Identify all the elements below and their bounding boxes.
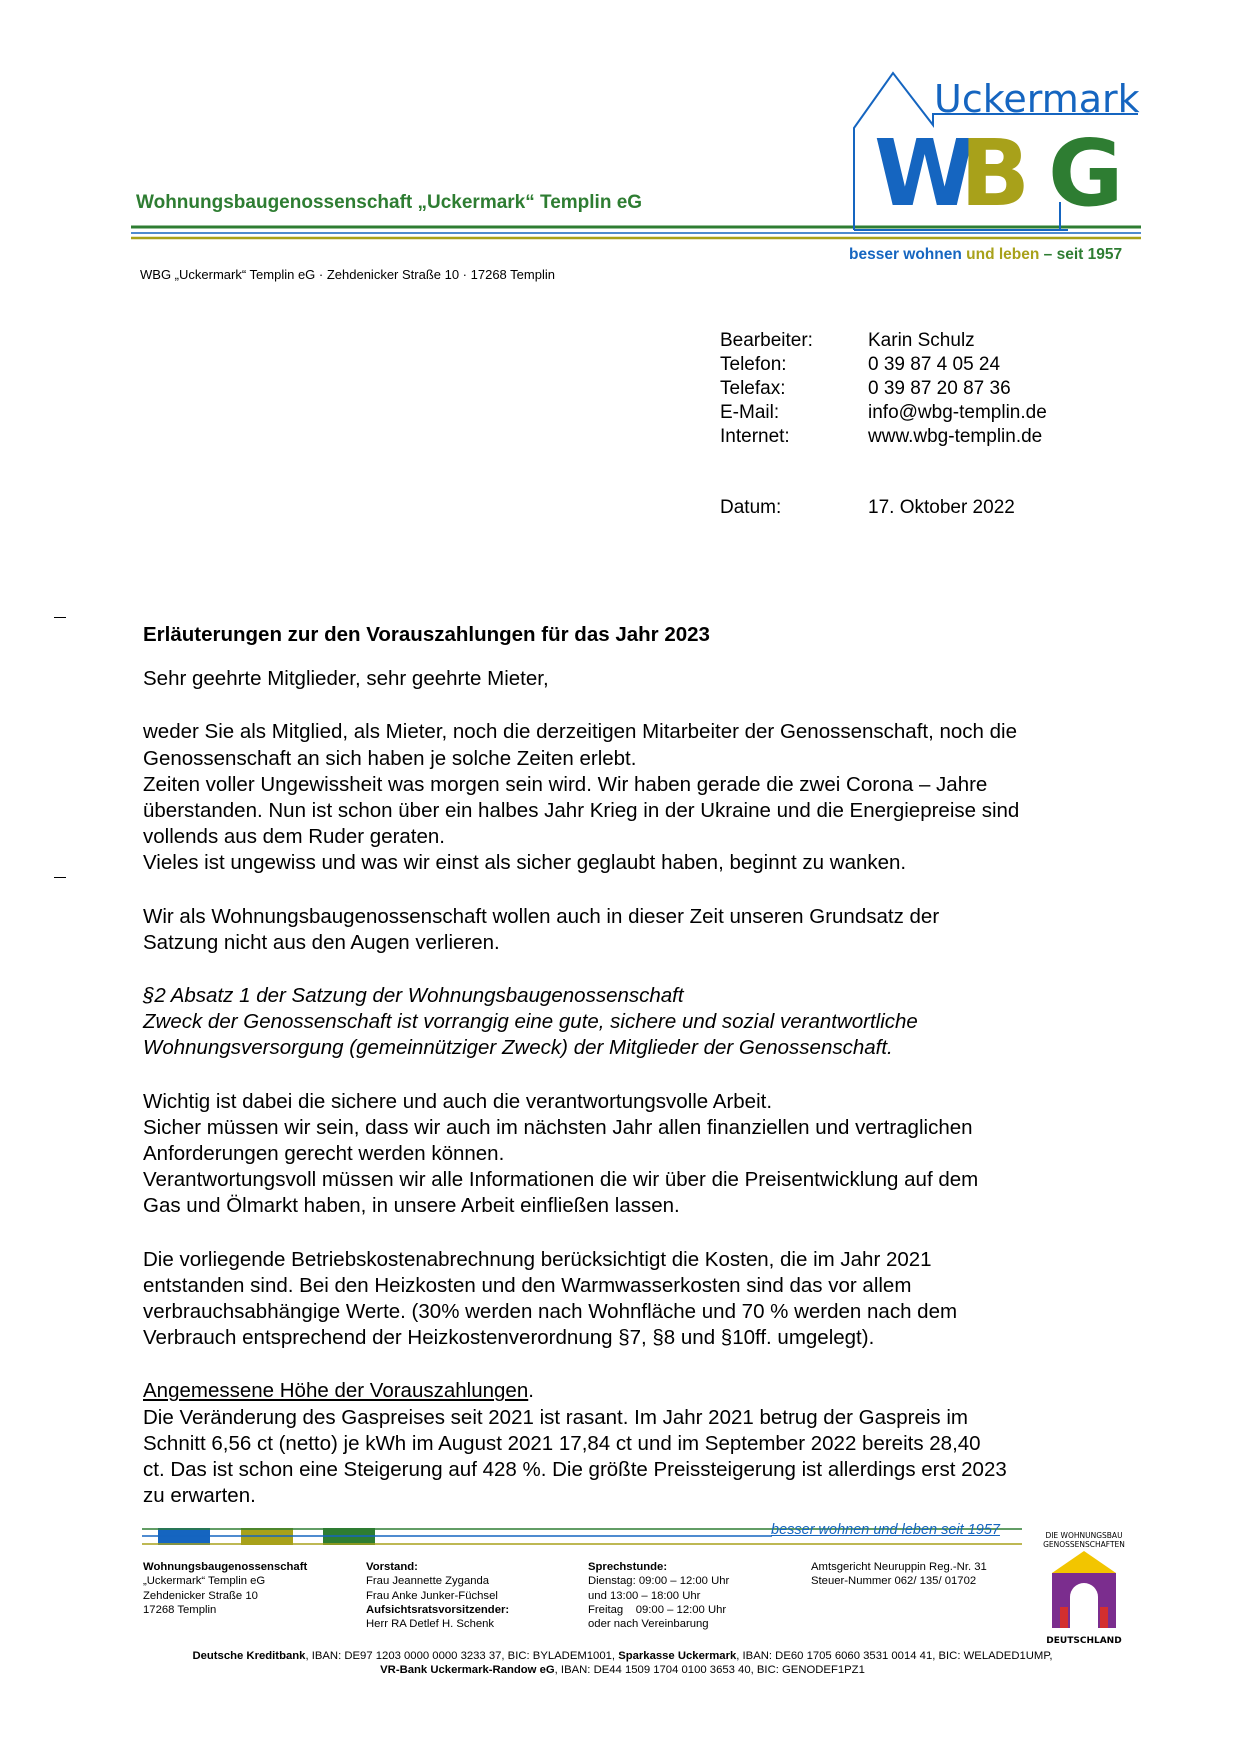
paragraph-2 (143, 904, 1143, 956)
statute-quote (143, 983, 1143, 1062)
fold-mark (54, 877, 66, 878)
footer-line: Freitag 09:00 – 12:00 Uhr (588, 1603, 727, 1616)
logo-letter-b: B (960, 120, 1031, 227)
text-line: Genossenschaft an sich haben je solche Zeiten erlebt. (143, 746, 637, 770)
bank-name: Deutsche Kreditbank (192, 1650, 306, 1662)
footer-company-address (143, 1560, 307, 1617)
assoc-logo-bottom: DEUTSCHLAND (1046, 1636, 1122, 1646)
text-line: Schnitt 6,56 ct (netto) je kWh im August 2021 17,84 ct und im September 2022 bereits 28,40 (143, 1431, 981, 1455)
text-line: ct. Das ist schon eine Steigerung auf 428 %. Die größte Preissteigerung ist allerdings erst 2023 (143, 1458, 1007, 1482)
footer-registry (811, 1560, 987, 1589)
date-row (720, 497, 1015, 519)
contact-label: Telefon: (720, 354, 787, 375)
text-line: Gas und Ölmarkt haben, in unsere Arbeit einfließen lassen. (143, 1194, 680, 1218)
contact-label: E-Mail: (720, 402, 780, 423)
contact-label: Telefax: (720, 378, 786, 399)
bank-line-1 (100, 1649, 1145, 1663)
text-line: Satzung nicht aus den Augen verlieren. (143, 930, 500, 954)
slogan-part-3: – seit 1957 (1039, 246, 1123, 263)
footer-line: Herr RA Detlef H. Schenk (366, 1618, 495, 1631)
bank-details-text: , IBAN: DE97 1203 0000 0000 3233 37, BIC: BYLADEM1001, (305, 1650, 619, 1662)
paragraph-5 (143, 1378, 1143, 1509)
contact-label: Bearbeiter: (720, 330, 813, 351)
subject-line: Erläuterungen zur den Vorauszahlungen für das Jahr 2023 (143, 623, 710, 646)
footer-line: 17268 Templin (143, 1603, 217, 1616)
text-line: überstanden. Nun ist schon über ein halbes Jahr Krieg in der Ukraine und die Energiepreise sind (143, 799, 1020, 823)
logo-letter-g: G (1048, 120, 1124, 227)
contact-row (720, 330, 975, 352)
slogan-part-2: und leben (961, 246, 1040, 263)
date-label: Datum: (720, 497, 782, 518)
bank-details (100, 1649, 1145, 1678)
text-line: Die vorliegende Betriebskostenabrechnung berücksichtigt die Kosten, die im Jahr 2021 (143, 1247, 932, 1271)
footer-label: Vorstand: (366, 1561, 418, 1573)
section-heading-period: . (528, 1379, 534, 1403)
footer-office-hours (588, 1560, 729, 1631)
contact-value: Karin Schulz (868, 330, 975, 351)
footer-board (366, 1560, 509, 1631)
contact-row (720, 402, 1047, 424)
contact-value: 0 39 87 20 87 36 (868, 378, 1011, 399)
footer-label: Sprechstunde: (588, 1561, 668, 1573)
text-line: Anforderungen gerecht werden können. (143, 1142, 505, 1166)
footer-line: Frau Anke Junker-Füchsel (366, 1589, 498, 1602)
text-line: Die Veränderung des Gaspreises seit 2021 ist rasant. Im Jahr 2021 betrug der Gaspreis im (143, 1405, 968, 1429)
text-line: verbrauchsabhängige Werte. (30% werden nach Wohnfläche und 70 % werden nach dem (143, 1300, 958, 1324)
contact-value: info@wbg-templin.de (868, 402, 1047, 423)
bank-name: VR-Bank Uckermark-Randow eG (380, 1664, 555, 1677)
contact-row (720, 354, 1000, 376)
footer-label: Aufsichtsratsvorsitzender: (366, 1603, 510, 1616)
slogan (849, 246, 1122, 264)
text-line: Zweck der Genossenschaft ist vorrangig eine gute, sichere und sozial verantwortliche (143, 1010, 918, 1034)
contact-value: www.wbg-templin.de (868, 426, 1043, 447)
footer-slogan: besser wohnen und leben seit 1957 (771, 1522, 1000, 1538)
contact-row (720, 426, 1042, 448)
fold-mark (54, 617, 66, 618)
footer-line: Amtsgericht Neuruppin Reg.-Nr. 31 (811, 1561, 987, 1573)
text-line: Wir als Wohnungsbaugenossenschaft wollen auch in dieser Zeit unseren Grundsatz der (143, 904, 940, 928)
paragraph-3 (143, 1089, 1143, 1220)
footer-line: Steuer-Nummer 062/ 135/ 01702 (811, 1575, 977, 1588)
text-line: Zeiten voller Ungewissheit was morgen sein wird. Wir haben gerade die zwei Corona – Jahre (143, 772, 988, 796)
text-line: entstanden sind. Bei den Heizkosten und den Warmwasserkosten sind das vor allem (143, 1273, 912, 1297)
text-line: Verantwortungsvoll müssen wir alle Informationen die wir über die Preisentwicklung auf dem (143, 1168, 979, 1192)
bank-details-text: , IBAN: DE44 1509 1704 0100 3653 40, BIC: GENODEF1PZ1 (554, 1664, 865, 1677)
footer-line: oder nach Vereinbarung (588, 1618, 709, 1631)
footer-line: Wohnungsbaugenossenschaft (143, 1561, 308, 1573)
footer-line: „Uckermark“ Templin eG (143, 1575, 266, 1588)
text-line: Wichtig ist dabei die sichere und auch die verantwortungsvolle Arbeit. (143, 1089, 773, 1113)
cooperative-association-logo (1042, 1527, 1126, 1647)
logo-letter-w: W (874, 120, 976, 227)
assoc-logo-top-1: DIE WOHNUNGSBAU (1045, 1531, 1123, 1540)
paragraph-4 (143, 1247, 1143, 1352)
text-line: vollends aus dem Ruder geraten. (143, 825, 445, 849)
sender-address-line: WBG „Uckermark“ Templin eG · Zehdenicker Straße 10 · 17268 Templin (140, 267, 555, 282)
logo-word: Uckermark (934, 77, 1140, 121)
text-line: Vieles ist ungewiss und was wir einst als sicher geglaubt haben, beginnt zu wanken. (143, 851, 907, 875)
company-name: Wohnungsbaugenossenschaft „Uckermark“ Templin eG (136, 192, 643, 213)
text-line: Wohnungsversorgung (gemeinnütziger Zweck) der Mitglieder der Genossenschaft. (143, 1036, 893, 1060)
text-line: Sicher müssen wir sein, dass wir auch im nächsten Jahr allen finanziellen und vertraglichen (143, 1115, 973, 1139)
date-value: 17. Oktober 2022 (868, 497, 1015, 518)
footer-line: Dienstag: 09:00 – 12:00 Uhr (588, 1575, 730, 1588)
section-heading (143, 1378, 1143, 1404)
bank-name: Sparkasse Uckermark (618, 1650, 737, 1662)
assoc-logo-top-2: GENOSSENSCHAFTEN (1043, 1540, 1125, 1549)
paragraph-1 (143, 719, 1143, 876)
footer-line: und 13:00 – 18:00 Uhr (588, 1589, 701, 1602)
contact-row (720, 378, 1011, 400)
contact-label: Internet: (720, 426, 790, 447)
contact-value: 0 39 87 4 05 24 (868, 354, 1001, 375)
footer-line: Zehdenicker Straße 10 (143, 1589, 258, 1602)
text-line: Verbrauch entsprechend der Heizkostenverordnung §7, §8 und §10ff. umgelegt). (143, 1326, 875, 1350)
footer-line: Frau Jeannette Zyganda (366, 1575, 490, 1588)
bank-line-2 (100, 1663, 1145, 1677)
section-heading-text: Angemessene Höhe der Vorauszahlungen (143, 1379, 529, 1403)
slogan-part-1: besser wohnen (849, 246, 962, 263)
text-line: §2 Absatz 1 der Satzung der Wohnungsbaugenossenschaft (143, 984, 684, 1008)
letter-body (143, 622, 1143, 1509)
text-line: zu erwarten. (143, 1484, 256, 1508)
salutation: Sehr geehrte Mitglieder, sehr geehrte Mieter, (143, 667, 549, 691)
bank-details-text: , IBAN: DE60 1705 6060 3531 0014 41, BIC: WELADED1UMP, (736, 1650, 1053, 1662)
wbg-logo (848, 70, 1148, 250)
text-line: weder Sie als Mitglied, als Mieter, noch die derzeitigen Mitarbeiter der Genossenschaft, noch die (143, 720, 1017, 744)
